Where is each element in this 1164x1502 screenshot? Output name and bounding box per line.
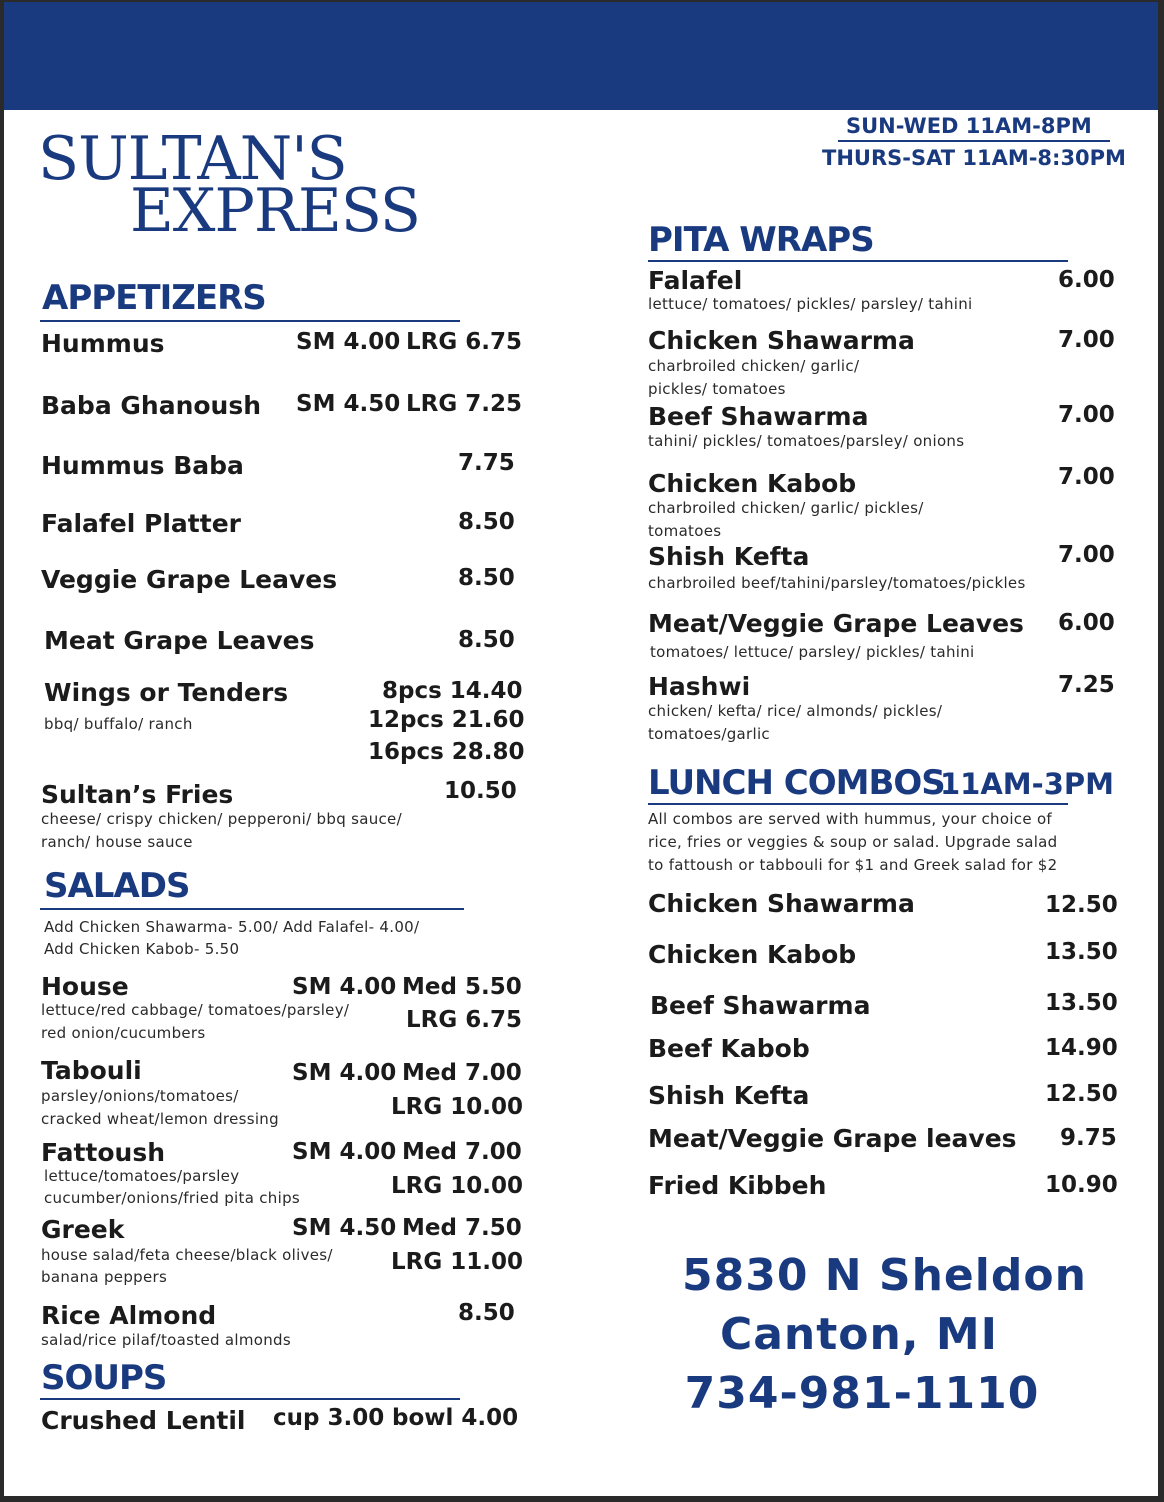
menu-item-price: 16pcs 28.80 — [368, 739, 525, 765]
menu-item-price-bowl: bowl 4.00 — [392, 1405, 519, 1431]
menu-item-price-sm: SM 4.50 — [292, 1215, 397, 1241]
menu-item-description: bbq/ buffalo/ ranch — [44, 715, 193, 733]
menu-item-name: Fried Kibbeh — [648, 1171, 827, 1200]
menu-item-price: 13.50 — [1045, 939, 1118, 965]
menu-item-name: Beef Kabob — [648, 1034, 810, 1063]
menu-item-price: 8pcs 14.40 — [382, 678, 523, 704]
menu-item-price-med: Med 7.00 — [402, 1060, 522, 1086]
menu-item-price: 14.90 — [1045, 1035, 1118, 1061]
menu-item-description: tahini/ pickles/ tomatoes/parsley/ onions — [648, 432, 965, 450]
menu-item-price-lrg: LRG 10.00 — [391, 1173, 524, 1199]
lunch-combos-hours: 11AM-3PM — [940, 767, 1114, 801]
menu-item-description: cheese/ crispy chicken/ pepperoni/ bbq sauce/ — [41, 810, 402, 828]
menu-item-description: salad/rice pilaf/toasted almonds — [41, 1331, 291, 1349]
menu-item-price: 12pcs 21.60 — [368, 707, 525, 733]
menu-item-description: tomatoes/garlic — [648, 725, 770, 743]
menu-item-description: red onion/cucumbers — [41, 1024, 206, 1042]
section-title-soups: SOUPS — [41, 1358, 167, 1398]
hours-thu-sat: THURS-SAT 11AM-8:30PM — [822, 146, 1126, 170]
menu-item-price-cup: cup 3.00 — [273, 1405, 385, 1431]
menu-item-price: 7.00 — [1058, 402, 1115, 428]
menu-item-description: house salad/feta cheese/black olives/ — [41, 1246, 333, 1264]
menu-item-name: Beef Shawarma — [650, 991, 871, 1020]
section-rule-appetizers — [40, 320, 460, 322]
section-title-appetizers: APPETIZERS — [42, 278, 266, 318]
menu-item-price-sm: SM 4.00 — [292, 974, 397, 1000]
menu-item-name: House — [41, 972, 129, 1001]
menu-item-name: Shish Kefta — [648, 1081, 810, 1110]
menu-item-price: 10.50 — [444, 778, 517, 804]
menu-item-name: Baba Ghanoush — [41, 391, 262, 420]
menu-item-name: Meat Grape Leaves — [44, 626, 315, 655]
menu-item-name: Chicken Kabob — [648, 940, 857, 969]
menu-item-price-sm: SM 4.00 — [292, 1139, 397, 1165]
menu-item-description: chicken/ kefta/ rice/ almonds/ pickles/ — [648, 702, 943, 720]
menu-item-name: Falafel — [648, 266, 743, 295]
menu-item-price-sm: SM 4.50 — [296, 391, 401, 417]
menu-item-description: banana peppers — [41, 1268, 168, 1286]
menu-item-name: Tabouli — [41, 1056, 142, 1085]
section-title-pita-wraps: PITA WRAPS — [648, 220, 874, 260]
menu-item-description: cucumber/onions/fried pita chips — [44, 1189, 301, 1207]
menu-item-price: 6.00 — [1058, 610, 1115, 636]
menu-item-description: pickles/ tomatoes — [648, 380, 786, 398]
hours-divider — [838, 140, 1110, 142]
menu-item-price-lrg: LRG 10.00 — [391, 1094, 524, 1120]
section-rule-salads — [40, 908, 464, 910]
menu-item-price-med: Med 5.50 — [402, 974, 522, 1000]
menu-item-price: 13.50 — [1045, 990, 1118, 1016]
menu-item-name: Falafel Platter — [41, 509, 241, 538]
menu-item-description: parsley/onions/tomatoes/ — [41, 1087, 239, 1105]
menu-item-description: lettuce/tomatoes/parsley — [44, 1167, 240, 1185]
menu-item-name: Fattoush — [41, 1138, 166, 1167]
menu-item-price-lrg: LRG 7.25 — [406, 391, 522, 417]
menu-page — [4, 2, 1158, 1496]
hours-sun-wed: SUN-WED 11AM-8PM — [846, 114, 1092, 138]
menu-item-description: lettuce/red cabbage/ tomatoes/parsley/ — [41, 1001, 350, 1019]
menu-item-name: Chicken Shawarma — [648, 889, 915, 918]
lunch-combos-note: All combos are served with hummus, your choice of — [648, 810, 1052, 828]
menu-item-price: 7.25 — [1058, 672, 1115, 698]
menu-item-description: charbroiled chicken/ garlic/ — [648, 357, 860, 375]
menu-item-description: charbroiled chicken/ garlic/ pickles/ — [648, 499, 924, 517]
lunch-combos-note: rice, fries or veggies & soup or salad. Upgrade salad — [648, 833, 1058, 851]
menu-item-name: Rice Almond — [41, 1301, 217, 1330]
menu-item-price-lrg: LRG 11.00 — [391, 1249, 524, 1275]
address-city: Canton, MI — [719, 1309, 999, 1360]
menu-item-name: Chicken Shawarma — [648, 326, 915, 355]
menu-item-name: Meat/Veggie Grape Leaves — [648, 609, 1024, 638]
section-rule-pita-wraps — [648, 260, 1068, 262]
section-rule-soups — [40, 1398, 460, 1400]
menu-item-name: Greek — [41, 1215, 125, 1244]
menu-item-description: charbroiled beef/tahini/parsley/tomatoes/pickles — [648, 574, 1026, 592]
menu-item-name: Veggie Grape Leaves — [41, 565, 338, 594]
brand-name-line1: SULTAN'S — [38, 124, 347, 194]
menu-item-name: Crushed Lentil — [41, 1406, 246, 1435]
section-rule-lunch-combos — [648, 803, 1068, 805]
menu-item-description: ranch/ house sauce — [41, 833, 193, 851]
menu-item-price: 7.00 — [1058, 542, 1115, 568]
menu-item-price-lrg: LRG 6.75 — [406, 329, 522, 355]
menu-item-name: Wings or Tenders — [44, 678, 289, 707]
menu-item-price-sm: SM 4.00 — [296, 329, 401, 355]
section-title-salads: SALADS — [44, 866, 190, 906]
menu-item-price-med: Med 7.50 — [402, 1215, 522, 1241]
menu-item-price: 10.90 — [1045, 1172, 1118, 1198]
menu-item-price: 12.50 — [1045, 892, 1118, 918]
menu-item-name: Chicken Kabob — [648, 469, 857, 498]
menu-item-description: tomatoes — [648, 522, 722, 540]
open-label: OPEN — [924, 74, 1027, 113]
menu-item-name: Hummus Baba — [41, 451, 244, 480]
menu-item-name: Meat/Veggie Grape leaves — [648, 1124, 1017, 1153]
menu-item-name: Shish Kefta — [648, 542, 810, 571]
menu-item-price: 7.75 — [458, 450, 515, 476]
menu-item-price-med: Med 7.00 — [402, 1139, 522, 1165]
section-title-lunch-combos: LUNCH COMBOS — [648, 763, 945, 803]
address-street: 5830 N Sheldon — [682, 1250, 1087, 1301]
salad-addons-note: Add Chicken Kabob- 5.50 — [44, 940, 240, 958]
lunch-combos-note: to fattoush or tabbouli for $1 and Greek salad for $2 — [648, 856, 1058, 874]
menu-item-price: 9.75 — [1060, 1125, 1117, 1151]
menu-item-price: 8.50 — [458, 565, 515, 591]
menu-item-price: 7.00 — [1058, 327, 1115, 353]
menu-item-price: 12.50 — [1045, 1081, 1118, 1107]
menu-item-description: cracked wheat/lemon dressing — [41, 1110, 279, 1128]
salad-addons-note: Add Chicken Shawarma- 5.00/ Add Falafel- 4.00/ — [44, 918, 420, 936]
menu-item-description: tomatoes/ lettuce/ parsley/ pickles/ tahini — [650, 643, 975, 661]
menu-item-name: Hummus — [41, 329, 165, 358]
menu-item-price: 6.00 — [1058, 267, 1115, 293]
menu-item-price: 7.00 — [1058, 464, 1115, 490]
brand-name-line2: EXPRESS — [130, 176, 421, 246]
menu-item-price: 8.50 — [458, 627, 515, 653]
phone-number: 734-981-1110 — [684, 1368, 1040, 1419]
menu-item-name: Beef Shawarma — [648, 402, 869, 431]
menu-item-name: Sultan’s Fries — [41, 780, 234, 809]
menu-item-name: Hashwi — [648, 672, 751, 701]
menu-item-price: 8.50 — [458, 1300, 515, 1326]
menu-item-description: lettuce/ tomatoes/ pickles/ parsley/ tahini — [648, 295, 973, 313]
menu-item-price-lrg: LRG 6.75 — [406, 1007, 522, 1033]
menu-item-price-sm: SM 4.00 — [292, 1060, 397, 1086]
menu-item-price: 8.50 — [458, 509, 515, 535]
